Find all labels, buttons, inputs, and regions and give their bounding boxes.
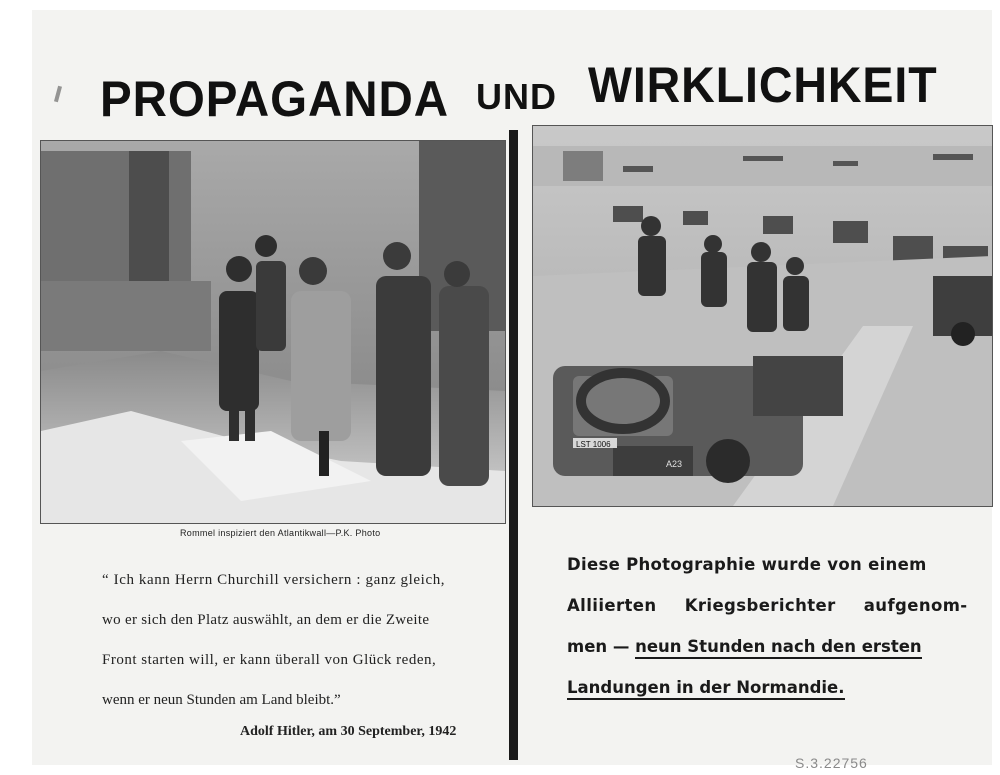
reality-line — [567, 667, 967, 708]
headline-wirklichkeit: WIRKLICHKEIT — [588, 57, 938, 113]
photo-vehicles-icon — [533, 126, 992, 506]
quote-line: “ Ich kann Herrn Churchill versichern : ganz gleich, — [102, 572, 446, 588]
quote-attribution: Adolf Hitler, am 30 September, 1942 — [240, 724, 457, 739]
normandy-photo — [532, 125, 993, 507]
vehicle-plate: LST 1006 — [576, 440, 611, 449]
headline — [0, 52, 1000, 132]
quote-line: wo er sich den Platz auswählt, an dem er die Zweite — [102, 612, 430, 628]
headline-und: UND — [476, 76, 557, 117]
photo-caption: Rommel inspiziert den Atlantikwall—P.K. Photo — [180, 528, 381, 538]
reality-line — [567, 626, 967, 667]
column-divider — [509, 130, 518, 760]
underlined-phrase: Landungen in der Normandie. — [567, 678, 845, 700]
quote-line: wenn er neun Stunden am Land bleibt.” — [102, 692, 341, 708]
vehicle-number: A23 — [666, 459, 683, 469]
reality-line-start: men — — [567, 637, 630, 656]
hitler-quote — [102, 560, 497, 720]
reality-line: Diese Photographie wurde von einem — [567, 555, 927, 574]
photo-generals-icon — [41, 141, 505, 523]
reality-caption — [567, 544, 967, 708]
reality-line: Alliierten Kriegsberichter aufgenom- — [567, 596, 968, 615]
headline-propaganda: PROPAGANDA — [100, 71, 450, 127]
rommel-photo — [40, 140, 506, 524]
quote-line: Front starten will, er kann überall von Glück reden, — [102, 652, 437, 668]
underlined-phrase: neun Stunden nach den ersten — [635, 637, 922, 659]
archive-stamp: S.3.22756 — [795, 755, 868, 771]
